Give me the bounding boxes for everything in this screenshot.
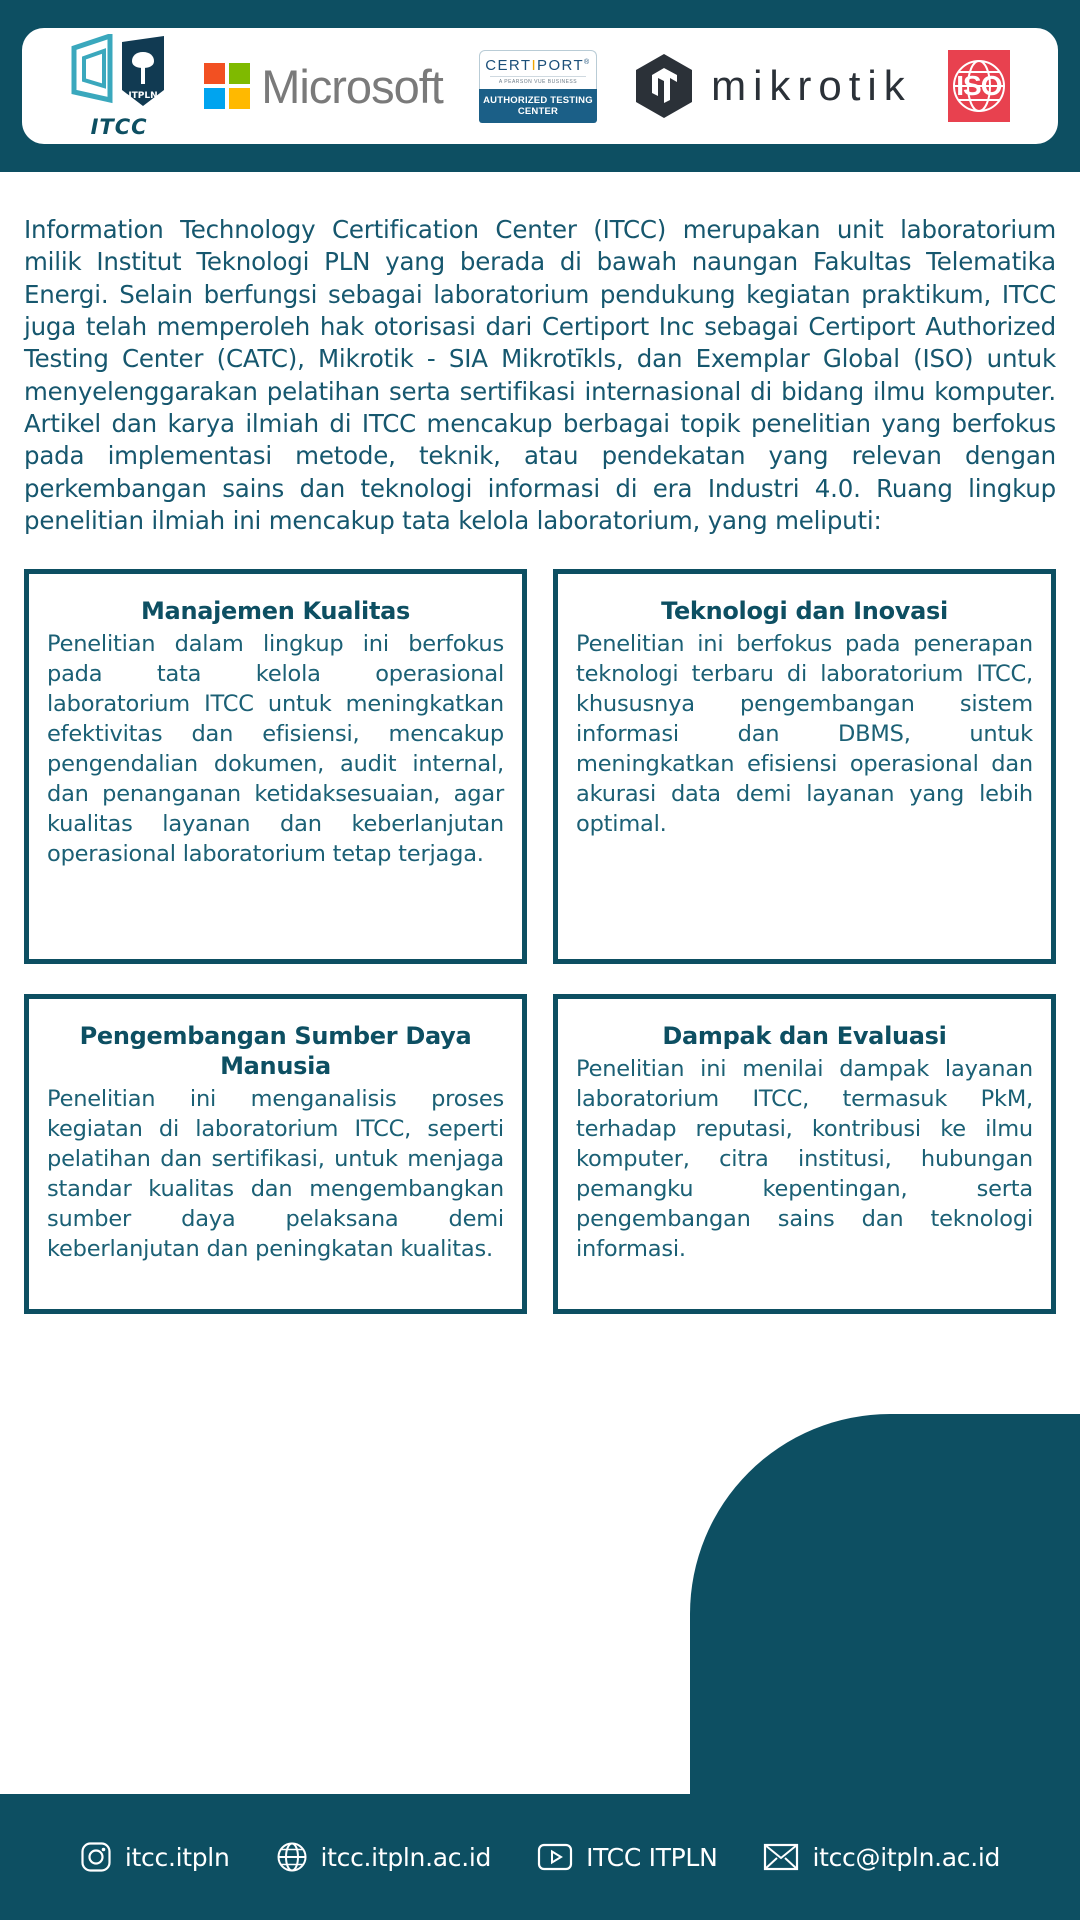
scope-card-body: Penelitian ini menilai dampak layanan laboratorium ITCC, termasuk PkM, terhadap reputasi, kontribusi ke ilmu komputer, citra institusi, hubungan pemangku kepentingan, serta pengembangan sains dan teknologi informasi. xyxy=(576,1056,1033,1262)
mikrotik-logo xyxy=(633,52,912,120)
youtube-icon xyxy=(537,1842,573,1872)
itcc-logo xyxy=(70,34,168,139)
partner-logo-card xyxy=(22,28,1058,144)
scope-card-title: Teknologi dan Inovasi xyxy=(661,597,948,626)
itcc-logo-word: ITCC xyxy=(90,114,148,139)
scope-card xyxy=(553,994,1056,1314)
itcc-marks xyxy=(70,34,168,112)
globe-icon xyxy=(276,1841,308,1873)
certiport-divider xyxy=(490,76,586,77)
microsoft-logo-word: Microsoft xyxy=(261,59,443,113)
microsoft-logo xyxy=(204,59,443,114)
certiport-atc-band: AUTHORIZED TESTING CENTER xyxy=(479,89,597,123)
certiport-logo xyxy=(479,50,597,123)
certiport-word-left: CERT xyxy=(485,56,532,74)
certiport-trademark: ® xyxy=(584,58,591,66)
mikrotik-hexagon-icon xyxy=(633,52,695,120)
footer-item-instagram[interactable] xyxy=(80,1841,230,1873)
footer-label-website: itcc.itpln.ac.id xyxy=(320,1842,492,1872)
intro-paragraph: Information Technology Certification Center (ITCC) merupakan unit laboratorium milik Institut Teknologi PLN yang berada di bawah naungan Fakultas Telematika Energi. Selain berfungsi sebagai laboratorium pendukung kegiatan praktikum, ITCC juga telah memperoleh hak otorisasi dari Certiport Inc sebagai Certiport Authorized Testing Center (CATC), Mikrotik - SIA Mikrotīkls, dan Exemplar Global (ISO) untuk menyelenggarakan pelatihan serta sertifikasi internasional di bidang ilmu komputer. Artikel dan karya ilmiah di ITCC mencakup berbagai topik penelitian yang berfokus pada implementasi metode, teknik, atau pendekatan yang relevan dengan perkembangan sains dan teknologi informasi di era Industri 4.0. Ruang lingkup penelitian ilmiah ini mencakup tata kelola laboratorium, yang meliputi: xyxy=(24,215,1056,535)
certiport-wordmark xyxy=(484,58,592,73)
scope-card xyxy=(24,569,527,964)
footer-item-youtube[interactable] xyxy=(537,1842,717,1872)
scope-card-body: Penelitian ini berfokus pada penerapan teknologi terbaru di laboratorium ITCC, khususnya pengembangan sistem informasi dan DBMS, untuk meningkatkan efisiensi operasional dan akurasi data demi layanan yang lebih optimal. xyxy=(576,631,1033,837)
certiport-tagline: A PEARSON VUE BUSINESS xyxy=(498,78,578,85)
scope-card xyxy=(553,569,1056,964)
email-icon xyxy=(763,1842,799,1872)
scope-card-body: Penelitian dalam lingkup ini berfokus pada tata kelola operasional laboratorium ITCC untuk meningkatkan efektivitas dan efisiensi, mencakup pengendalian dokumen, audit internal, dan penanganan ketidaksesuaian, agar kualitas layanan dan keberlanjutan operasional laboratorium tetap terjaga. xyxy=(47,631,504,867)
itcc-cube-icon xyxy=(70,34,122,112)
scope-card-body: Penelitian ini menganalisis proses kegiatan di laboratorium ITCC, seperti pelatihan dan sertifikasi, untuk menjaga standar kualitas dan mengembangkan sumber daya pelaksana demi keberlanjutan dan peningkatan kualitas. xyxy=(47,1086,504,1262)
scope-card-grid xyxy=(24,569,1056,1314)
certiport-word-bar: I xyxy=(531,56,538,74)
mikrotik-logo-word: mikrotik xyxy=(711,62,912,109)
instagram-icon xyxy=(80,1841,112,1873)
footer-label-youtube: ITCC ITPLN xyxy=(586,1842,718,1872)
certiport-logo-top xyxy=(479,50,597,89)
scope-card-title: Dampak dan Evaluasi xyxy=(662,1022,947,1051)
header-banner xyxy=(0,0,1080,172)
main-content xyxy=(0,172,1080,1314)
footer-contact-bar xyxy=(0,1794,1080,1920)
iso-logo-word: ISO xyxy=(956,70,1002,101)
certiport-word-right: PORT xyxy=(537,56,585,74)
footer-label-email: itcc@itpln.ac.id xyxy=(812,1842,1001,1872)
footer-label-instagram: itcc.itpln xyxy=(124,1842,230,1872)
scope-card-title: Manajemen Kualitas xyxy=(140,597,411,626)
microsoft-squares-icon xyxy=(204,63,250,109)
iso-logo xyxy=(948,50,1010,122)
footer-item-website[interactable] xyxy=(276,1841,492,1873)
svg-text:ITPLN: ITPLN xyxy=(128,90,158,101)
footer-item-email[interactable] xyxy=(763,1842,1000,1872)
decorative-corner-shape xyxy=(690,1414,1080,1814)
itpln-shield-icon xyxy=(120,34,168,112)
scope-card xyxy=(24,994,527,1314)
scope-card-title: Pengembangan Sumber Daya Manusia xyxy=(79,1022,472,1081)
